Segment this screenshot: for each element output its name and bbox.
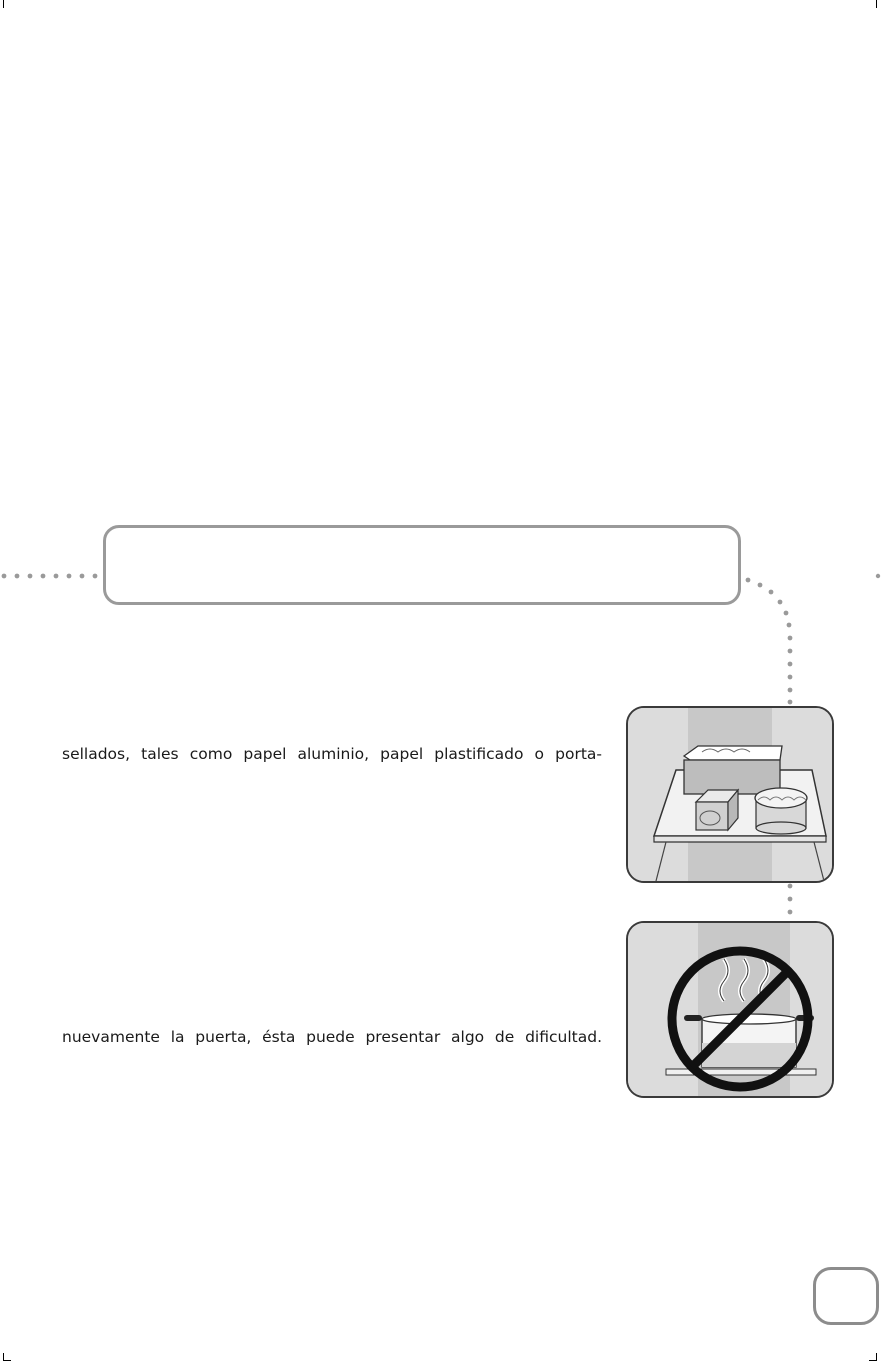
no-hot-food-icon (628, 923, 832, 1096)
no-hot-pot-illustration (626, 921, 834, 1098)
body-text-line-1: sellados, tales como papel aluminio, papel plastificado o porta- (62, 745, 602, 763)
body-text-line-2: nuevamente la puerta, ésta puede presentar algo de dificultad. (62, 1028, 602, 1046)
section-title-frame (103, 525, 741, 605)
page-number-tab (813, 1267, 879, 1325)
crop-mark-top-left (3, 0, 4, 8)
food-containers-icon (628, 708, 832, 881)
crop-mark-top-right (876, 0, 877, 8)
shelf-containers-illustration (626, 706, 834, 883)
